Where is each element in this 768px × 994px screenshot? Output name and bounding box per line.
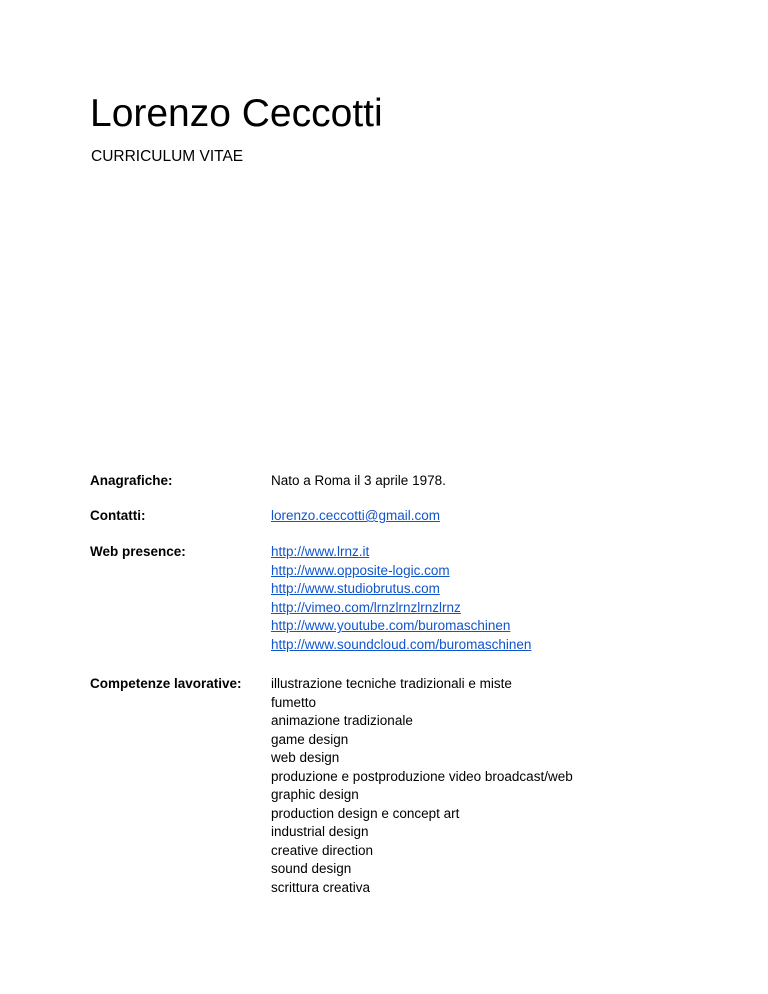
competenza-item: production design e concept art xyxy=(271,805,460,821)
web-link-youtube[interactable]: http://www.youtube.com/buromaschinen xyxy=(271,618,511,633)
email-link[interactable]: lorenzo.ceccotti@gmail.com xyxy=(271,508,441,523)
competenza-item: creative direction xyxy=(271,842,374,858)
web-presence-links xyxy=(271,543,531,654)
anagrafiche-values xyxy=(271,472,446,491)
competenza-item: industrial design xyxy=(271,824,369,839)
competenza-item: scrittura creativa xyxy=(271,879,371,895)
competenze-list xyxy=(271,675,573,897)
competenza-item: fumetto xyxy=(271,694,317,710)
anagrafiche-label: Anagrafiche: xyxy=(90,473,173,488)
web-link-opposite-logic[interactable]: http://www.opposite-logic.com xyxy=(271,562,450,578)
web-link-vimeo[interactable]: http://vimeo.com/lrnzlrnzlrnzlrnz xyxy=(271,599,461,615)
cv-subtitle: CURRICULUM VITAE xyxy=(91,148,244,165)
web-link-lrnz[interactable]: http://www.lrnz.it xyxy=(271,544,370,559)
competenze-label: Competenze lavorative: xyxy=(90,676,242,691)
contatti-values xyxy=(271,507,440,526)
competenza-item: produzione e postproduzione video broadcast/web xyxy=(271,768,573,784)
anagrafiche-value: Nato a Roma il 3 aprile 1978. xyxy=(271,473,446,488)
web-presence-label: Web presence: xyxy=(90,544,186,559)
cv-name-title: Lorenzo Ceccotti xyxy=(90,92,383,135)
competenza-item: animazione tradizionale xyxy=(271,713,413,728)
web-link-studiobrutus[interactable]: http://www.studiobrutus.com xyxy=(271,581,440,596)
competenza-item: graphic design xyxy=(271,787,359,802)
competenza-item: game design xyxy=(271,731,349,747)
competenza-item: sound design xyxy=(271,861,352,876)
competenza-item: illustrazione tecniche tradizionali e miste xyxy=(271,676,512,691)
competenza-item: web design xyxy=(271,750,340,765)
contatti-label: Contatti: xyxy=(90,508,146,523)
web-link-soundcloud[interactable]: http://www.soundcloud.com/buromaschinen xyxy=(271,636,532,652)
